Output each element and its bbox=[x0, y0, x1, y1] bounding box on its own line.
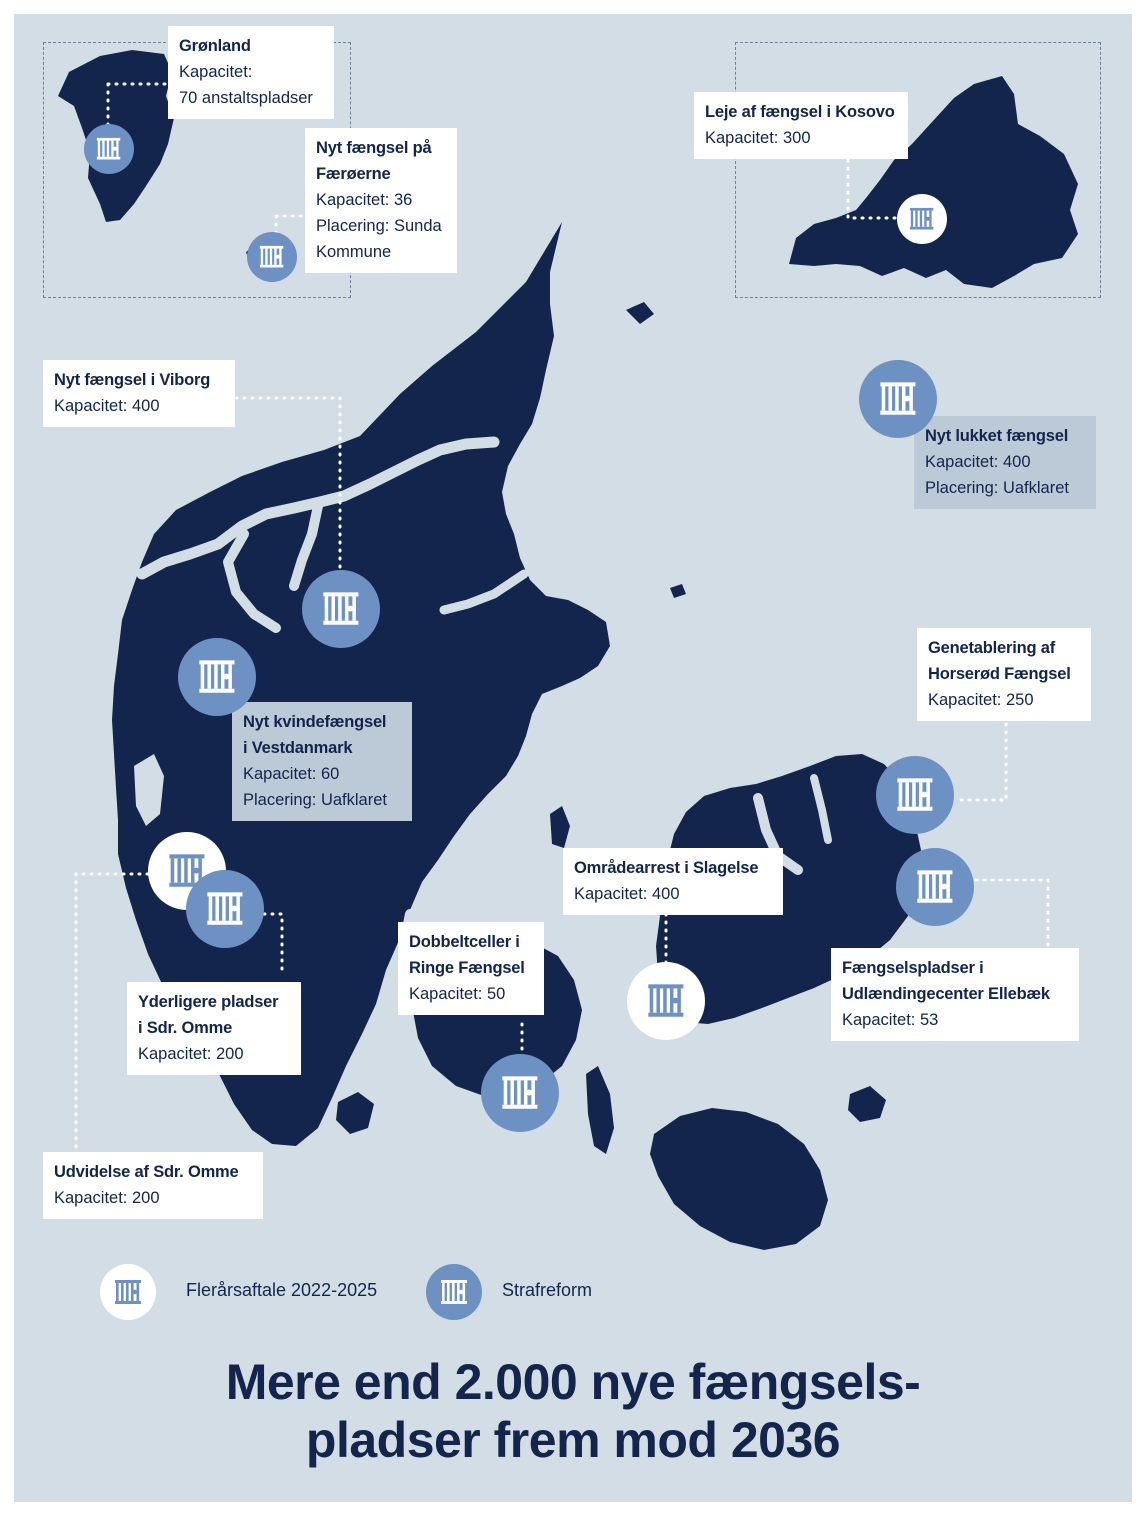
box-title: Nyt fængsel på bbox=[316, 139, 432, 157]
prison-icon bbox=[322, 591, 360, 626]
box-slagelse bbox=[563, 848, 783, 915]
lolland-shape bbox=[650, 1108, 828, 1250]
marker-kosovo bbox=[897, 194, 947, 244]
box-ringe bbox=[398, 922, 544, 1015]
connector-ellebaek bbox=[976, 880, 1048, 946]
box-kosovo bbox=[694, 92, 908, 159]
box-title: i Sdr. Omme bbox=[138, 1019, 233, 1037]
prison-icon bbox=[501, 1075, 539, 1110]
prison-icon bbox=[114, 1279, 142, 1305]
box-lukket bbox=[914, 416, 1096, 509]
headline-line1: Mere end 2.000 nye fængsels- bbox=[225, 1354, 921, 1410]
marker-lukket bbox=[859, 360, 937, 438]
samso-shape bbox=[550, 806, 570, 848]
box-title: Dobbeltceller i bbox=[409, 933, 520, 951]
box-line: Kapacitet: 400 bbox=[925, 453, 1031, 471]
marker-gronland bbox=[84, 124, 134, 174]
box-title: Nyt lukket fængsel bbox=[925, 427, 1069, 445]
legend-strafreform-icon bbox=[426, 1264, 482, 1320]
box-line: Kapacitet: 50 bbox=[409, 985, 506, 1003]
connector-horserod bbox=[954, 716, 1006, 800]
marker-kvinde bbox=[178, 638, 256, 716]
prison-icon bbox=[896, 777, 934, 812]
marker-horserod bbox=[876, 756, 954, 834]
box-title: Færøerne bbox=[316, 165, 391, 183]
prison-icon bbox=[909, 207, 934, 230]
prison-icon bbox=[259, 245, 284, 268]
box-line: Kommune bbox=[316, 243, 392, 261]
laeso-shape bbox=[626, 302, 654, 324]
marker-slagelse bbox=[627, 962, 705, 1040]
box-faeroerne bbox=[305, 128, 457, 273]
storebaelt-water bbox=[616, 894, 626, 1054]
box-horserod bbox=[917, 628, 1091, 721]
prison-icon bbox=[96, 137, 121, 160]
box-title: Områdearrest i Slagelse bbox=[574, 859, 759, 877]
box-ellebaek bbox=[831, 948, 1079, 1041]
box-line: Kapacitet: bbox=[179, 63, 253, 81]
marker-ringe bbox=[481, 1054, 559, 1132]
legend-flerarsaftale-icon bbox=[100, 1264, 156, 1320]
box-line: Kapacitet: 400 bbox=[574, 885, 680, 903]
moen-shape bbox=[848, 1086, 886, 1122]
box-kvinde bbox=[232, 702, 412, 821]
box-gronland bbox=[168, 26, 334, 119]
prison-icon bbox=[198, 659, 236, 694]
box-line: Kapacitet: 60 bbox=[243, 765, 340, 783]
box-line: 70 anstaltspladser bbox=[179, 89, 313, 107]
box-line: Kapacitet: 53 bbox=[842, 1011, 939, 1029]
infographic-canvas bbox=[14, 14, 1132, 1502]
box-line: Placering: Sunda bbox=[316, 217, 442, 235]
box-viborg bbox=[43, 360, 235, 427]
box-sdromme1 bbox=[43, 1152, 263, 1219]
headline-line2: pladser frem mod 2036 bbox=[305, 1412, 841, 1468]
box-line: Placering: Uafklaret bbox=[243, 791, 387, 809]
box-line: Kapacitet: 200 bbox=[138, 1045, 244, 1063]
box-title: Ringe Fængsel bbox=[409, 959, 525, 977]
box-title: Fængselspladser i bbox=[842, 959, 984, 977]
box-sdromme2 bbox=[127, 982, 301, 1075]
box-line: Kapacitet: 300 bbox=[705, 129, 811, 147]
marker-faeroerne bbox=[247, 232, 297, 282]
box-title: Grønland bbox=[179, 37, 251, 55]
langeland-shape bbox=[586, 1066, 614, 1154]
box-title: Nyt kvindefængsel bbox=[243, 713, 387, 731]
box-title: i Vestdanmark bbox=[243, 739, 353, 757]
marker-viborg bbox=[302, 570, 380, 648]
prison-icon bbox=[916, 869, 954, 904]
legend-flerarsaftale-label: Flerårsaftale 2022-2025 bbox=[186, 1280, 378, 1300]
box-line: Kapacitet: 400 bbox=[54, 397, 160, 415]
box-title: Udlændingecenter Ellebæk bbox=[842, 985, 1050, 1003]
anholt-shape bbox=[670, 584, 686, 598]
marker-sdromme2 bbox=[186, 870, 264, 948]
prison-icon bbox=[206, 891, 244, 926]
box-line: Kapacitet: 36 bbox=[316, 191, 413, 209]
prison-icon bbox=[879, 381, 917, 416]
als-shape bbox=[336, 1092, 374, 1134]
box-title: Genetablering af bbox=[928, 639, 1055, 657]
marker-ellebaek bbox=[896, 848, 974, 926]
box-title: Horserød Fængsel bbox=[928, 665, 1071, 683]
box-line: Kapacitet: 200 bbox=[54, 1189, 160, 1207]
box-title: Yderligere pladser bbox=[138, 993, 279, 1011]
prison-icon bbox=[440, 1279, 468, 1305]
box-title: Udvidelse af Sdr. Omme bbox=[54, 1163, 239, 1181]
box-title: Leje af fængsel i Kosovo bbox=[705, 103, 895, 121]
legend-strafreform-label: Strafreform bbox=[502, 1280, 593, 1300]
prison-icon bbox=[647, 983, 685, 1018]
box-line: Kapacitet: 250 bbox=[928, 691, 1034, 709]
box-title: Nyt fængsel i Viborg bbox=[54, 371, 211, 389]
box-line: Placering: Uafklaret bbox=[925, 479, 1069, 497]
europe-frame bbox=[735, 42, 1101, 298]
